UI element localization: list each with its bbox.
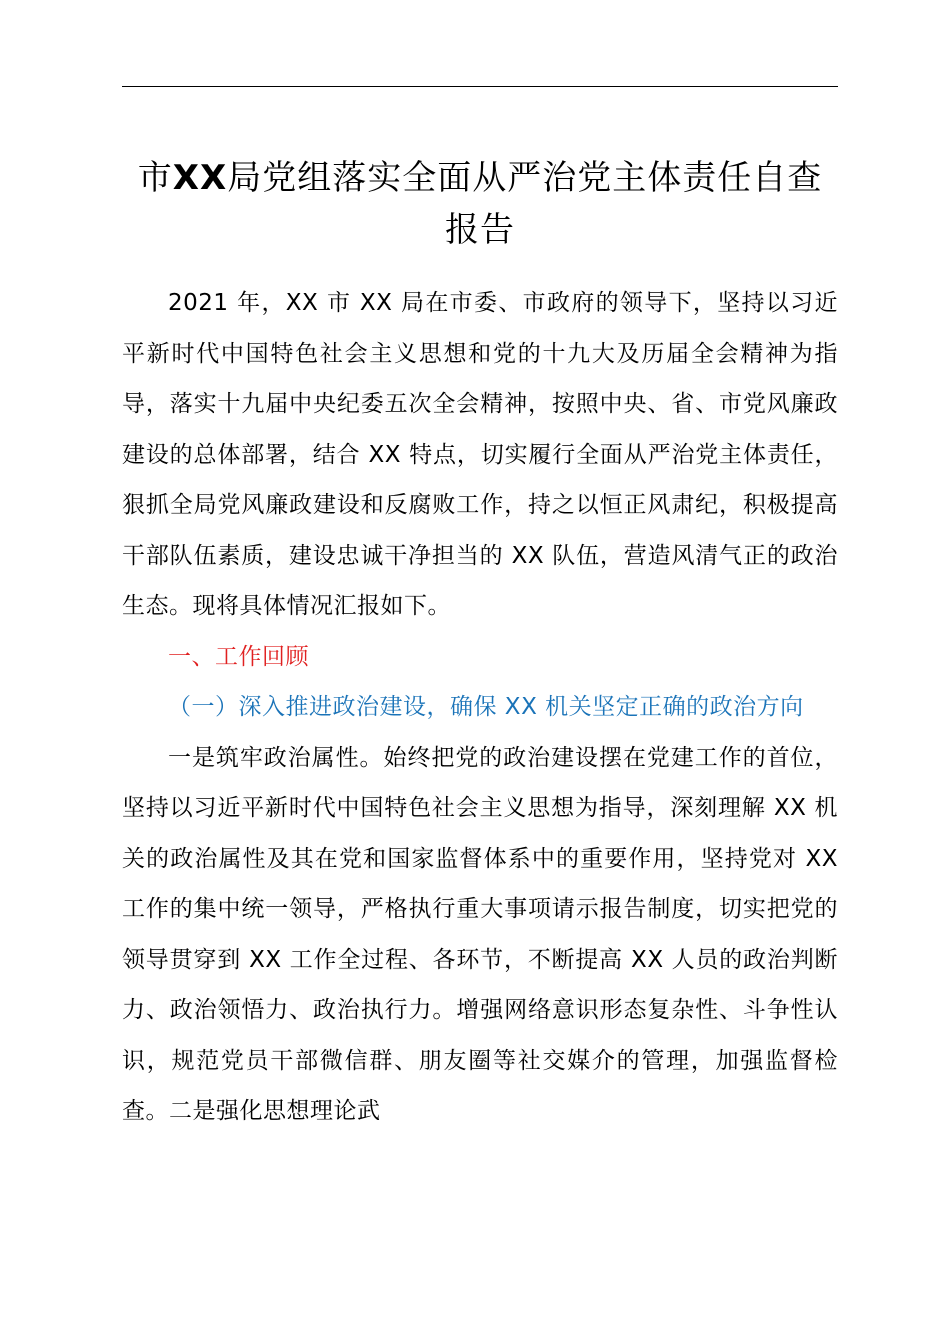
document-title [122, 152, 838, 256]
title-line2: 报告 [445, 210, 515, 250]
document-body [122, 278, 838, 1137]
title-line1-rest: 局党组落实全面从严治党主体责任自查 [227, 158, 823, 198]
body-paragraph-1: 一是筑牢政治属性。始终把党的政治建设摆在党建工作的首位，坚持以习近平新时代中国特色社会主义思想为指导，深刻理解 XX 机关的政治属性及其在党和国家监督体系中的重要作用，坚持党对 XX 工作的集中统一领导，严格执行重大事项请示报告制度，切实把党的领导贯穿到 XX 工作全过程、各环节，不断提高 XX 人员的政治判断力、政治领悟力、政治执行力。增强网络意识形态复杂性、斗争性认识，规范党员干部微信群、朋友圈等社交媒介的管理，加强监督检查。二是强化思想理论武 [122, 744, 838, 1124]
intro-paragraph: 2021 年，XX 市 XX 局在市委、市政府的领导下，坚持以习近平新时代中国特色社会主义思想和党的十九大及历届全会精神为指导，落实十九届中央纪委五次全会精神，按照中央、省、市党风廉政建设的总体部署，结合 XX 特点，切实履行全面从严治党主体责任，狠抓全局党风廉政建设和反腐败工作，持之以恒正风肃纪，积极提高干部队伍素质，建设忠诚干净担当的 XX 队伍，营造风清气正的政治生态。现将具体情况汇报如下。 [122, 290, 838, 619]
title-bold-xx: XX [172, 158, 228, 198]
title-prefix: 市 [137, 158, 173, 198]
section-heading-1: 一、工作回顾 [168, 643, 309, 670]
header-rule [122, 86, 838, 87]
subsection-heading-1: （一）深入推进政治建设，确保 XX 机关坚定正确的政治方向 [168, 694, 804, 720]
